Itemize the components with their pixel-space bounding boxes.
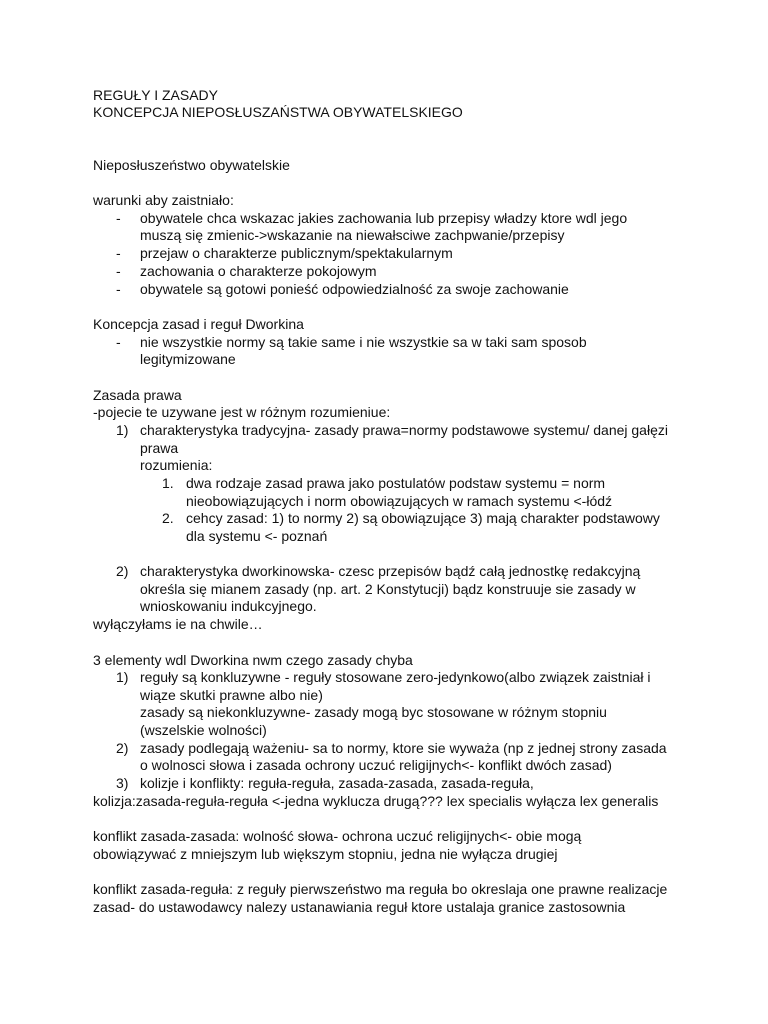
sublist-item-text: dwa rodzaje zasad prawa jako postulatów podstaw systemu = norm	[186, 475, 606, 491]
doc-subtitle: KONCEPCJA NIEPOSŁUSZAŃSTWA OBYWATELSKIEGO	[93, 104, 463, 120]
list-item-text: legitymizowane	[140, 351, 236, 367]
paragraph-text: obowiązywać z mniejszym lub większym stopniu, jedna nie wyłącza drugiej	[93, 846, 558, 862]
list-item-text: nie wszystkie normy są takie same i nie wszystkie sa w taki sam sposob	[140, 334, 587, 350]
sublist-item-text: nieobowiązujących i norm obowiązujących w ramach systemu <-łódź	[186, 493, 613, 509]
paragraph-text: konflikt zasada-zasada: wolność słowa- ochrona uczuć religijnych<- obie mogą	[93, 828, 582, 844]
list-number: 1)	[116, 669, 129, 685]
sublist-number: 2.	[162, 510, 174, 526]
paragraph-text: konflikt zasada-reguła: z reguły pierwszeństwo ma reguła bo okreslaja one prawne realizacje	[93, 881, 668, 897]
list-item-text: przejaw o charakterze publicznym/spektakularnym	[140, 245, 453, 261]
list-number: 3)	[116, 775, 129, 791]
list-item-text: muszą się zmienic->wskazanie na niewałsciwe zachpwanie/przepisy	[140, 227, 565, 243]
list-item-text: zasady są niekonkluzywne- zasady mogą byc stosowane w różnym stopniu	[140, 704, 607, 720]
list-marker: -	[116, 245, 121, 261]
list-item-text: zachowania o charakterze pokojowym	[140, 263, 377, 279]
section-heading: Zasada prawa	[93, 387, 182, 403]
list-item-text: wiąze skutki prawne albo nie)	[140, 687, 323, 703]
sublist-item-text: dla systemu <- poznań	[186, 528, 328, 544]
list-item-text: (wszelskie wolności)	[140, 722, 267, 738]
list-number: 2)	[116, 563, 129, 579]
paragraph-text: wyłączyłams ie na chwile…	[93, 616, 263, 632]
list-marker: -	[116, 263, 121, 279]
list-item-text: reguły są konkluzywne - reguły stosowane zero-jedynkowo(albo związek zaistniał i	[140, 669, 651, 685]
list-item-text: zasady podlegają ważeniu- sa to normy, ktore sie wyważa (np z jednej strony zasada	[140, 740, 667, 756]
list-number: 2)	[116, 740, 129, 756]
list-item-text: określa się mianem zasady (np. art. 2 Konstytucji) bądz konstruuje sie zasady w	[140, 581, 636, 597]
section-heading: Nieposłuszeństwo obywatelskie	[93, 157, 290, 173]
list-marker: -	[116, 210, 121, 226]
list-marker: -	[116, 281, 121, 297]
list-number: 1)	[116, 422, 129, 438]
list-label: warunki aby zaistniało:	[93, 192, 234, 208]
list-item-text: rozumienia:	[140, 457, 213, 473]
list-item-text: o wolnosci słowa i zasada ochrony uczuć religijnych<- konflikt dwóch zasad)	[140, 757, 612, 773]
section-heading: 3 elementy wdl Dworkina nwm czego zasady chyba	[93, 652, 413, 668]
section-heading: Koncepcja zasad i reguł Dworkina	[93, 316, 304, 332]
list-item-text: wnioskowaniu indukcyjnego.	[140, 598, 317, 614]
list-item-text: charakterystyka tradycyjna- zasady prawa=normy podstawowe systemu/ danej gałęzi	[140, 422, 668, 438]
list-item-text: kolizje i konflikty: reguła-reguła, zasada-zasada, zasada-reguła,	[140, 775, 534, 791]
list-item-text: obywatele są gotowi ponieść odpowiedzialność za swoje zachowanie	[140, 281, 569, 297]
sublist-number: 1.	[162, 475, 174, 491]
list-marker: -	[116, 334, 121, 350]
list-item-text: obywatele chca wskazac jakies zachowania lub przepisy władzy ktore wdl jego	[140, 210, 628, 226]
paragraph-text: zasad- do ustawodawcy nalezy ustanawiania reguł ktore ustalaja granice zastosownia	[93, 899, 626, 915]
list-item-text: charakterystyka dworkinowska- czesc przepisów bądź całą jednostkę redakcyjną	[140, 563, 641, 579]
sublist-item-text: cehcy zasad: 1) to normy 2) są obowiązujące 3) mają charakter podstawowy	[186, 510, 660, 526]
doc-title: REGUŁY I ZASADY	[93, 87, 219, 103]
list-item-text: prawa	[140, 440, 179, 456]
paragraph-text: -pojecie te uzywane jest w różnym rozumieniue:	[93, 404, 391, 420]
paragraph-text: kolizja:zasada-reguła-reguła <-jedna wyklucza drugą??? lex specialis wyłącza lex generalis	[93, 793, 659, 809]
